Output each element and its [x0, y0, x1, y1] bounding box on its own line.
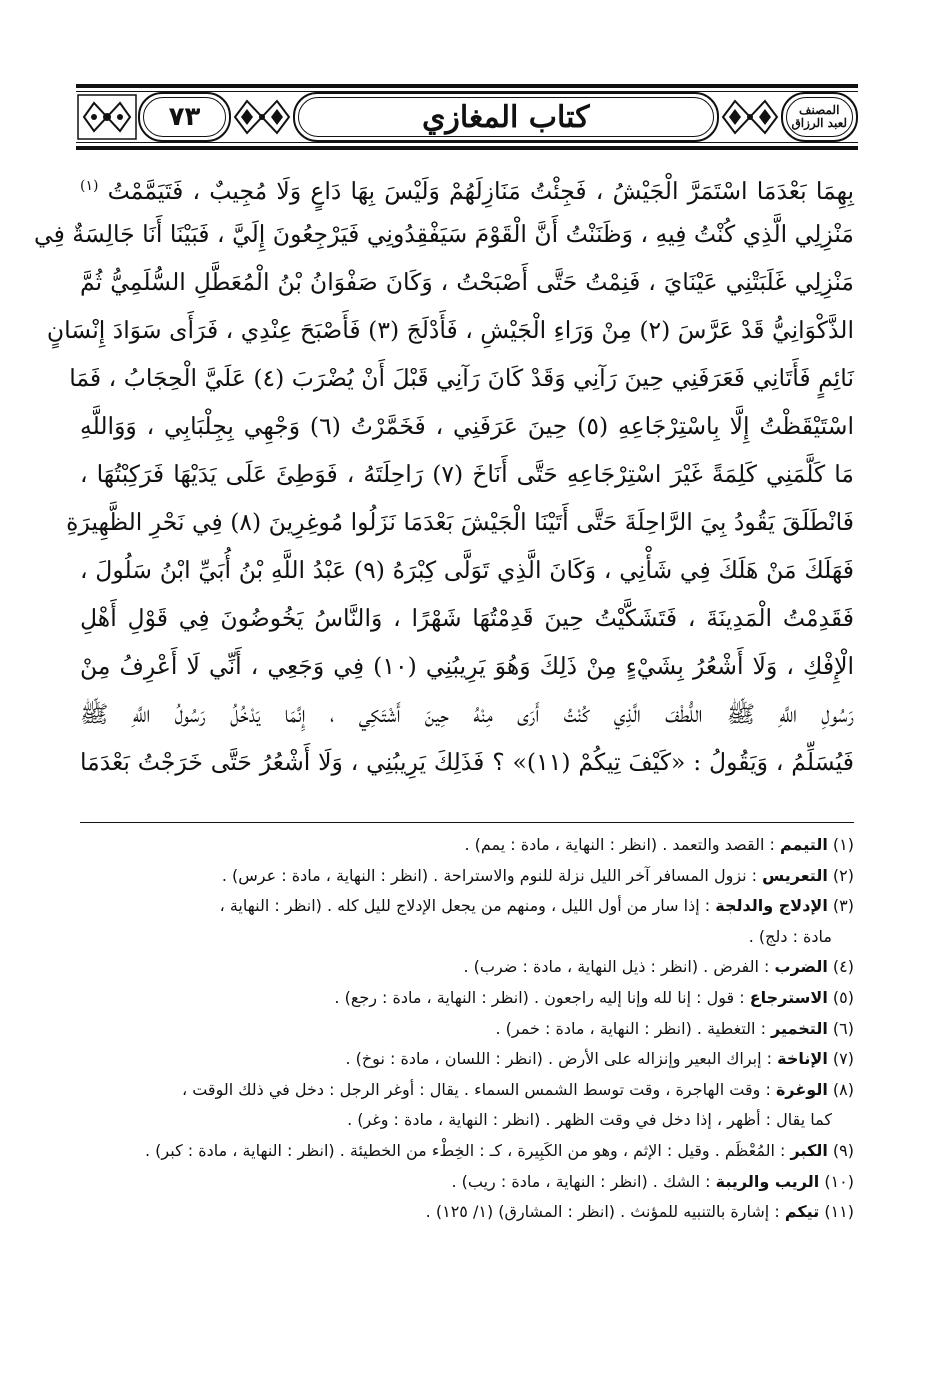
text-line-1 [80, 162, 854, 210]
book-logo-line-1: المصنف [799, 103, 840, 117]
footnote-10 [80, 1167, 854, 1198]
footnote-1-number: (١) [832, 835, 854, 854]
footnotes [80, 830, 854, 1228]
book-logo [791, 104, 847, 130]
footnote-6-text: : التغطية . (انظر : النهاية ، مادة : خمر) . [495, 1018, 766, 1038]
footnote-8-number: (٨) [832, 1079, 854, 1099]
footnote-3-continuation: مادة : دلج) . [748, 926, 832, 946]
text-line-10: فَقَدِمْتُ الْمَدِينَةَ ، فَتَشَكَّيْتُ حِينَ قَدِمْتُهَا شَهْرًا ، وَالنَّاسُ يَخُوضُونَ فِي قَوْلِ أَهْلِ [80, 604, 854, 632]
footnote-5-number: (٥) [832, 987, 854, 1007]
footnote-3 [80, 891, 854, 922]
footnote-3-term: الإدلاج والدلجة [715, 896, 828, 916]
text-line-4: الذَّكْوَانِيُّ قَدْ عَرَّسَ (٢) مِنْ وَرَاءِ الْجَيْشِ ، فَأَدْلَجَ (٣) فَأَصْبَحَ عِنْدِي ، فَرَأَى سَوَادَ إِنْسَانٍ [46, 316, 854, 344]
text-line-8: فَانْطَلَقَ يَقُودُ بِيَ الرَّاحِلَةَ حَتَّى أَتَيْنَا الْجَيْشَ بَعْدَمَا نَزَلُوا مُوغِرِينَ (٨) فِي نَحْرِ الظَّهِيرَةِ [66, 508, 854, 536]
text-line-2: مَنْزِلِي الَّذِي كُنْتُ فِيهِ ، وَظَنَنْتُ أَنَّ الْقَوْمَ سَيَفْقِدُونِي فَيَرْجِعُونَ إِلَيَّ ، فَبَيْنَا أَنَا جَالِسَةٌ فِي [34, 220, 854, 248]
footnote-6-number: (٦) [832, 1018, 854, 1038]
footnote-9-term: الكبر [790, 1140, 828, 1160]
text-line-13: فَيُسَلِّمُ ، وَيَقُولُ : «كَيْفَ تِيكُمْ (١١)» ؟ فَذَلِكَ يَرِيبُنِي ، وَلَا أَشْعُرُ حَتَّى خَرَجْتُ بَعْدَمَا [80, 748, 854, 776]
footnote-9 [80, 1136, 854, 1167]
footnote-11-text: : إشارة بالتنبيه للمؤنث . (انظر : المشارق) (١/ ١٢٥) . [425, 1202, 780, 1222]
text-line-9: فَهَلَكَ مَنْ هَلَكَ فِي شَأْنِي ، وَكَانَ الَّذِي تَوَلَّى كِبْرَهُ (٩) عَبْدُ اللَّهِ بْنُ أُبَيِّ ابْنُ سَلُولَ ، [80, 556, 854, 584]
center-right-ornament-icon [719, 93, 781, 141]
text-line-3: مَنْزِلِي غَلَبَتْنِي عَيْنَايَ ، فَنِمْتُ حَتَّى أَصْبَحْتُ ، وَكَانَ صَفْوَانُ بْنُ الْمُعَطَّلِ السُّلَمِيُّ ثُمَّ [80, 268, 854, 296]
footnote-11-number: (١١) [824, 1202, 854, 1222]
footnote-7-number: (٧) [832, 1049, 854, 1069]
main-text [34, 162, 855, 786]
footnote-3-number: (٣) [832, 896, 854, 916]
footnote-7-text: : إبراك البعير وإنزاله على الأرض . (انظر : اللسان ، مادة : نوخ) . [345, 1049, 773, 1069]
footnote-9-text: : المُعْظَم . وقيل : الإثم ، وهو من الكَبِيرة ، كـ : الخِطْء من الخطيئة . (انظر : النهاية ، مادة : كبر) . [145, 1140, 786, 1160]
book-logo-line-2: لعبد الرزاق [791, 116, 848, 130]
footnote-2-number: (٢) [832, 865, 854, 885]
footnote-4-term: الضرب [774, 957, 828, 977]
footnote-11 [80, 1197, 854, 1228]
text-line-5: نَائِمٍ فَأَتَانِي فَعَرَفَنِي حِينَ رَآنِي وَقَدْ كَانَ رَآنِي قَبْلَ أَنْ يُضْرَبَ (٤) عَلَيَّ الْحِجَابُ ، فَمَا [69, 364, 854, 392]
footnote-2-term: التعريس [762, 865, 828, 885]
footnote-10-term: الريب والريبة [715, 1171, 820, 1191]
footnote-4 [80, 952, 854, 983]
footnote-3-text: : إذا سار من أول الليل ، ومنهم من يجعل الإدلاج لليل كله . (انظر : النهاية ، [219, 896, 711, 916]
footnote-2 [80, 861, 854, 892]
text-line-7: مَا كَلَّمَنِي كَلِمَةً غَيْرَ اسْتِرْجَاعِهِ حَتَّى أَنَاخَ (٧) رَاحِلَتَهُ ، فَوَطِئَ عَلَى يَدَيْهَا فَرَكِبْتُهَا ، [80, 460, 854, 488]
text-line-1-content: بِهِمَا بَعْدَمَا اسْتَمَرَّ الْجَيْشُ ، فَجِئْتُ مَنَازِلَهُمْ وَلَيْسَ بِهَا دَاعٍ وَلَا مُجِيبٌ ، فَتَيَمَّمْتُ [107, 176, 854, 205]
footnote-ref-1: (١) [80, 178, 99, 194]
footnote-5-term: الاسترجاع [749, 987, 828, 1007]
text-line-11: الْإِفْكِ ، وَلَا أَشْعُرُ بِشَيْءٍ مِنْ ذَلِكَ وَهُوَ يَرِيبُنِي (١٠) فِي وَجَعِي ، أَنِّي لَا أَعْرِفُ مِنْ [80, 652, 855, 680]
text-line-12: رَسُولِ اللَّهِ ﷺ اللُّطْفَ الَّذِي كُنْتُ أَرَى مِنْهُ حِينَ أَشْتَكِي ، إِنَّمَا يَدْخُلُ رَسُولُ اللَّهِ ﷺ [80, 700, 854, 728]
footnote-10-text: : الشك . (انظر : النهاية ، مادة : ريب) . [451, 1171, 711, 1191]
text-line-6: اسْتَيْقَظْتُ إِلَّا بِاسْتِرْجَاعِهِ (٥) حِينَ عَرَفَنِي ، فَخَمَّرْتُ (٦) وَجْهِي بِجِلْبَابِي ، وَوَاللَّهِ [80, 412, 854, 440]
footnote-7 [80, 1044, 854, 1075]
footnote-6 [80, 1014, 854, 1045]
page-number: ٧٣ [168, 102, 201, 132]
footnote-8-term: الوغرة [775, 1079, 828, 1099]
footnote-8-text: : وقت الهاجرة ، وقت توسط الشمس السماء . يقال : أوغر الرجل : دخل في ذلك الوقت ، [181, 1079, 771, 1099]
chapter-title-frame [293, 92, 719, 142]
footnote-1-term: التيمم [779, 835, 828, 854]
page-number-frame [138, 92, 231, 142]
center-left-ornament-icon [231, 93, 293, 141]
footnote-4-text: : الفرض . (انظر : ذيل النهاية ، مادة : ضرب) . [463, 957, 770, 977]
page-header [76, 84, 858, 150]
footnote-1 [80, 830, 854, 861]
book-logo-frame [781, 92, 858, 142]
footnote-8 [80, 1075, 854, 1106]
footnote-1-text: : القصد والتعمد . (انظر : النهاية ، مادة : يمم) . [464, 835, 775, 854]
footnote-6-term: التخمير [771, 1018, 828, 1038]
footnote-2-text: : نزول المسافر آخر الليل نزلة للنوم والاستراحة . (انظر : النهاية ، مادة : عرس) . [221, 865, 758, 885]
footnote-7-term: الإناخة [777, 1049, 828, 1069]
left-ornament-icon [76, 93, 138, 141]
footnote-9-number: (٩) [832, 1140, 854, 1160]
footnote-10-number: (١٠) [824, 1171, 854, 1191]
footnote-5 [80, 983, 854, 1014]
footnote-8-continuation: كما يقال : أظهر ، إذا دخل في وقت الظهر . (انظر : النهاية ، مادة : وغر) . [347, 1110, 832, 1130]
footnote-11-term: تيكم [784, 1202, 820, 1222]
footnote-4-number: (٤) [832, 957, 854, 977]
chapter-title: كتاب المغازي [421, 99, 590, 135]
footnote-separator [80, 822, 854, 823]
footnote-5-text: : قول : إنا لله وإنا إليه راجعون . (انظر : النهاية ، مادة : رجع) . [334, 987, 745, 1007]
